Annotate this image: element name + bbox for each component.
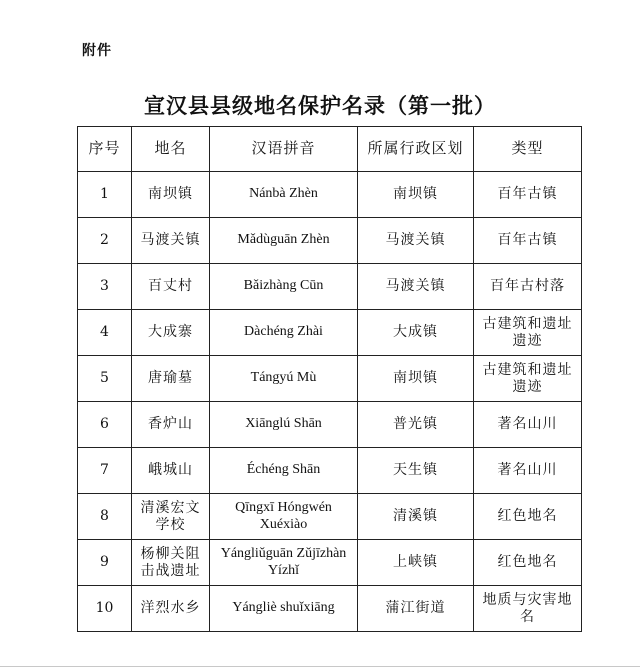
cell-pinyin: Échéng Shān xyxy=(210,448,358,494)
cell-pinyin: Xiānglú Shān xyxy=(210,402,358,448)
cell-place-name: 马渡关镇 xyxy=(132,218,210,264)
cell-place-name: 杨柳关阻击战遗址 xyxy=(132,540,210,586)
cell-type: 古建筑和遗址遗迹 xyxy=(474,310,582,356)
cell-pinyin: Tángyú Mù xyxy=(210,356,358,402)
cell-type: 百年古镇 xyxy=(474,172,582,218)
cell-type: 著名山川 xyxy=(474,402,582,448)
header-pinyin: 汉语拼音 xyxy=(210,127,358,172)
table-header-row xyxy=(78,127,582,172)
cell-serial-number: 8 xyxy=(78,494,132,540)
cell-pinyin: Yángliè shuǐxiāng xyxy=(210,586,358,632)
cell-type: 百年古村落 xyxy=(474,264,582,310)
header-type: 类型 xyxy=(474,127,582,172)
cell-serial-number: 5 xyxy=(78,356,132,402)
document-title: 宣汉县县级地名保护名录（第一批） xyxy=(144,93,496,118)
cell-place-name: 百丈村 xyxy=(132,264,210,310)
table-row xyxy=(78,310,582,356)
cell-type: 红色地名 xyxy=(474,540,582,586)
cell-administrative-division: 马渡关镇 xyxy=(358,264,474,310)
cell-pinyin: Bǎizhàng Cūn xyxy=(210,264,358,310)
cell-serial-number: 6 xyxy=(78,402,132,448)
cell-pinyin: Mǎdùguān Zhèn xyxy=(210,218,358,264)
table-row xyxy=(78,218,582,264)
cell-pinyin: Yángliǔguān Zǔjīzhàn Yízhǐ xyxy=(210,540,358,586)
cell-place-name: 洋烈水乡 xyxy=(132,586,210,632)
table-row xyxy=(78,356,582,402)
cell-administrative-division: 南坝镇 xyxy=(358,356,474,402)
table-row xyxy=(78,540,582,586)
cell-serial-number: 2 xyxy=(78,218,132,264)
cell-place-name: 唐瑜墓 xyxy=(132,356,210,402)
cell-administrative-division: 大成镇 xyxy=(358,310,474,356)
cell-type: 著名山川 xyxy=(474,448,582,494)
cell-type: 地质与灾害地名 xyxy=(474,586,582,632)
place-name-table xyxy=(77,126,582,632)
cell-place-name: 南坝镇 xyxy=(132,172,210,218)
cell-administrative-division: 普光镇 xyxy=(358,402,474,448)
table-row xyxy=(78,586,582,632)
cell-serial-number: 9 xyxy=(78,540,132,586)
cell-place-name: 大成寨 xyxy=(132,310,210,356)
cell-administrative-division: 清溪镇 xyxy=(358,494,474,540)
cell-place-name: 峨城山 xyxy=(132,448,210,494)
cell-serial-number: 4 xyxy=(78,310,132,356)
cell-administrative-division: 蒲江街道 xyxy=(358,586,474,632)
cell-serial-number: 10 xyxy=(78,586,132,632)
table-row xyxy=(78,448,582,494)
cell-serial-number: 1 xyxy=(78,172,132,218)
cell-administrative-division: 马渡关镇 xyxy=(358,218,474,264)
table-row xyxy=(78,494,582,540)
cell-type: 百年古镇 xyxy=(474,218,582,264)
table-row xyxy=(78,172,582,218)
header-place-name: 地名 xyxy=(132,127,210,172)
attachment-label: 附件 xyxy=(82,43,112,59)
cell-pinyin: Qīngxī Hóngwén Xuéxiào xyxy=(210,494,358,540)
table-row xyxy=(78,402,582,448)
cell-administrative-division: 天生镇 xyxy=(358,448,474,494)
cell-type: 古建筑和遗址遗迹 xyxy=(474,356,582,402)
header-serial-number: 序号 xyxy=(78,127,132,172)
table-row xyxy=(78,264,582,310)
cell-serial-number: 3 xyxy=(78,264,132,310)
cell-administrative-division: 南坝镇 xyxy=(358,172,474,218)
header-administrative-division: 所属行政区划 xyxy=(358,127,474,172)
cell-serial-number: 7 xyxy=(78,448,132,494)
cell-administrative-division: 上峡镇 xyxy=(358,540,474,586)
cell-place-name: 香炉山 xyxy=(132,402,210,448)
cell-pinyin: Dàchéng Zhài xyxy=(210,310,358,356)
cell-place-name: 清溪宏文学校 xyxy=(132,494,210,540)
page-bottom-divider xyxy=(0,666,640,667)
cell-pinyin: Nánbà Zhèn xyxy=(210,172,358,218)
cell-type: 红色地名 xyxy=(474,494,582,540)
